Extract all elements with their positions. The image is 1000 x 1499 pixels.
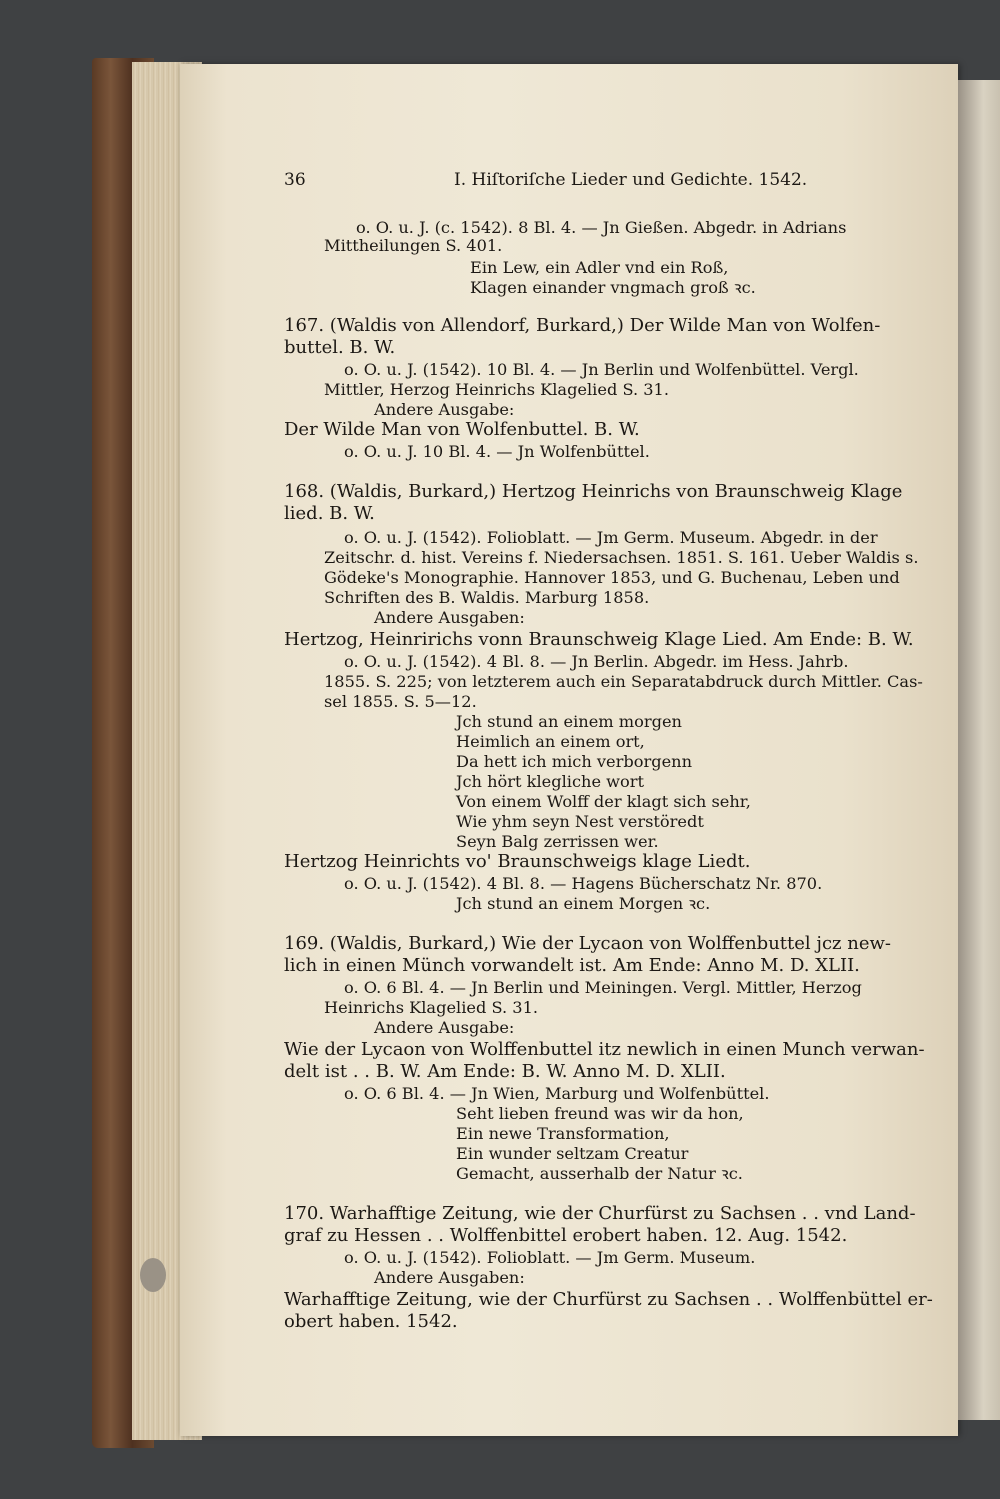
text-line: Gemacht, ausserhalb der Natur ꝛc. (456, 1164, 743, 1183)
text-line: Mittheilungen S. 401. (324, 236, 503, 255)
text-line: o. O. u. J. (c. 1542). 8 Bl. 4. — Jn Gießen. Abgedr. in Adrians (356, 218, 847, 237)
text-line: Hertzog Heinrichts vo' Braunschweigs klage Liedt. (284, 851, 751, 872)
text-line: o. O. u. J. 10 Bl. 4. — Jn Wolfenbüttel. (344, 442, 650, 461)
text-line: o. O. u. J. (1542). 10 Bl. 4. — Jn Berlin und Wolfenbüttel. Vergl. (344, 360, 859, 379)
text-line: delt ist . . B. W. Am Ende: B. W. Anno M. D. XLII. (284, 1061, 726, 1082)
text-line: Jch stund an einem morgen (456, 712, 682, 731)
text-line: graf zu Hessen . . Wolffenbittel erobert haben. 12. Aug. 1542. (284, 1225, 848, 1246)
text-line: Gödeke's Monographie. Hannover 1853, und G. Buchenau, Leben und (324, 568, 900, 587)
text-line: 1855. S. 225; von letzterem auch ein Separatabdruck durch Mittler. Cas- (324, 672, 923, 691)
text-line: Da hett ich mich verborgenn (456, 752, 693, 771)
text-line: lich in einen Münch vorwandelt ist. Am Ende: Anno M. D. XLII. (284, 955, 860, 976)
text-line: o. O. u. J. (1542). 4 Bl. 8. — Hagens Bücherschatz Nr. 870. (344, 874, 823, 893)
text-line: sel 1855. S. 5—12. (324, 692, 477, 711)
text-line: o. O. 6 Bl. 4. — Jn Wien, Marburg und Wolfenbüttel. (344, 1084, 770, 1103)
text-line: obert haben. 1542. (284, 1311, 458, 1332)
text-line: Schriften des B. Waldis. Marburg 1858. (324, 588, 650, 607)
text-line: Ein wunder seltzam Creatur (456, 1144, 689, 1163)
paper-hole (140, 1258, 166, 1292)
text-line: Klagen einander vngmach groß ꝛc. (470, 278, 756, 297)
text-line: Warhafftige Zeitung, wie der Churfürst zu Sachsen . . Wolffenbüttel er- (284, 1289, 933, 1310)
text-line: 169. (Waldis, Burkard,) Wie der Lycaon von Wolffenbuttel jcz new- (284, 933, 891, 954)
running-title: I. Hiſtoriſche Lieder und Gedichte. 1542. (454, 170, 808, 190)
page-number: 36 (284, 170, 306, 190)
text-line: Jch hört klegliche wort (456, 772, 645, 791)
text-line: Heimlich an einem ort, (456, 732, 645, 751)
text-line: 168. (Waldis, Burkard,) Hertzog Heinrichs von Braunschweig Klage (284, 481, 903, 502)
text-line: o. O. u. J. (1542). Folioblatt. — Jm Germ. Museum. Abgedr. in der (344, 528, 878, 547)
text-line: 170. Warhafftige Zeitung, wie der Churfürst zu Sachsen . . vnd Land- (284, 1203, 916, 1224)
text-line: Wie yhm seyn Nest verstöredt (456, 812, 704, 831)
text-line: Der Wilde Man von Wolfenbuttel. B. W. (284, 419, 640, 440)
facing-page-edge (958, 80, 1000, 1420)
text-line: Andere Ausgabe: (374, 1018, 515, 1037)
text-line: Jch stund an einem Morgen ꝛc. (456, 894, 711, 913)
text-line: Wie der Lycaon von Wolffenbuttel itz newlich in einen Munch verwan- (284, 1039, 925, 1060)
text-line: Zeitschr. d. hist. Vereins f. Niedersachsen. 1851. S. 161. Ueber Waldis s. (324, 548, 919, 567)
text-line: lied. B. W. (284, 503, 375, 524)
text-line: o. O. u. J. (1542). 4 Bl. 8. — Jn Berlin. Abgedr. im Hess. Jahrb. (344, 652, 849, 671)
text-line: Heinrichs Klagelied S. 31. (324, 998, 539, 1017)
text-line: Mittler, Herzog Heinrichs Klagelied S. 31. (324, 380, 669, 399)
text-line: Andere Ausgaben: (374, 608, 525, 627)
text-line: Von einem Wolff der klagt sich sehr, (456, 792, 751, 811)
text-line: buttel. B. W. (284, 337, 396, 358)
text-line: 167. (Waldis von Allendorf, Burkard,) Der Wilde Man von Wolfen- (284, 315, 881, 336)
text-line: o. O. 6 Bl. 4. — Jn Berlin und Meiningen. Vergl. Mittler, Herzog (344, 978, 862, 997)
text-line: Ein newe Transformation, (456, 1124, 670, 1143)
text-line: Hertzog, Heinririchs vonn Braunschweig Klage Lied. Am Ende: B. W. (284, 629, 914, 650)
text-line: Seht lieben freund was wir da hon, (456, 1104, 744, 1123)
text-line: Seyn Balg zerrissen wer. (456, 832, 659, 851)
text-line: Andere Ausgaben: (374, 1268, 525, 1287)
text-line: Ein Lew, ein Adler vnd ein Roß, (470, 258, 729, 277)
text-line: Andere Ausgabe: (374, 400, 515, 419)
text-line: o. O. u. J. (1542). Folioblatt. — Jm Germ. Museum. (344, 1248, 756, 1267)
